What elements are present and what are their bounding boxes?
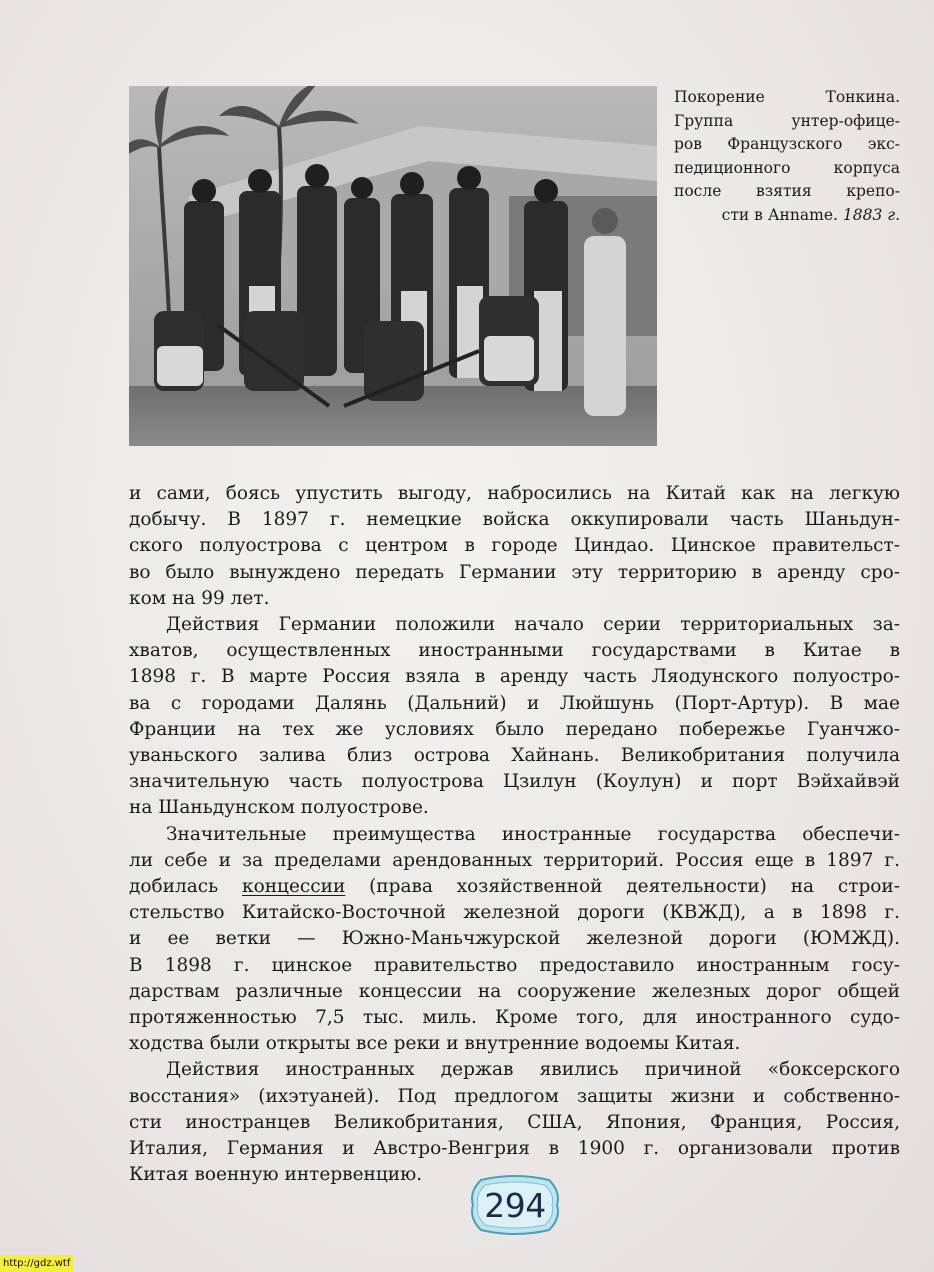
text-line: В 1898 г. цинское правительство предоставило иностранным госу- (129, 954, 900, 976)
text-line: во было вынуждено передать Германии эту территорию в аренду сро- (129, 561, 900, 583)
photo-soldiers-group (129, 86, 657, 446)
text-line: ли себе и за пределами арендованных территорий. Россия еще в 1897 г. (129, 849, 900, 871)
text-segment: добилась (129, 876, 243, 898)
text-line: стельство Китайско-Восточной железной дороги (КВЖД), а в 1898 г. (129, 902, 900, 924)
text-line: Действия Германии положили начало серии территориальных за- (166, 614, 900, 636)
text-line: ва с городами Далянь (Дальний) и Люйшунь (Порт-Артур). В мае (129, 692, 900, 714)
text-line: Действия иностранных держав явились причиной «боксерского (166, 1059, 900, 1081)
caption-line: Группа унтер-офице- (674, 111, 900, 130)
text-line: и сами, боясь упустить выгоду, набросились на Китай как на легкую (129, 483, 900, 504)
text-line: ского полуострова с центром в городе Циндао. Цинское правительст- (129, 535, 900, 557)
caption-line: после взятия крепо- (674, 182, 900, 201)
paragraph-4 (129, 1057, 900, 1188)
watermark-url[interactable]: http://gdz.wtf (0, 1255, 73, 1272)
caption-line: педиционного корпуса (674, 158, 900, 177)
text-line: уваньского залива близ острова Хайнань. Великобритания получила (129, 745, 900, 767)
caption-year: 1883 г. (842, 205, 900, 224)
text-line: восстания» (ихэтуаней). Под предлогом защиты жизни и собственно- (129, 1085, 900, 1107)
text-line: на Шаньдунском полуострове. (129, 797, 429, 819)
text-line: добычу. В 1897 г. немецкие войска оккупировали часть Шаньдун- (129, 509, 900, 531)
caption-line: Покорение Тонкина. (674, 88, 900, 106)
paragraph-2 (129, 612, 900, 822)
caption-line: сти в Анname. (721, 205, 838, 224)
text-line: Китая военную интервенцию. (129, 1164, 423, 1186)
page-number-badge (467, 1174, 563, 1236)
main-text (129, 481, 900, 1188)
text-line: Франции на тех же условиях было передано побережье Гуанчжо- (129, 718, 900, 740)
photo-caption (674, 86, 900, 228)
text-line: ком на 99 лет. (129, 587, 270, 609)
caption-line: ров Французского экс- (674, 135, 900, 154)
text-line: значительную часть полуострова Цзилун (Коулун) и порт Вэйхайвэй (129, 771, 900, 793)
paragraph-3 (129, 822, 900, 1058)
text-line: протяженностью 7,5 тыс. миль. Кроме того, для иностранного судо- (129, 1007, 900, 1029)
text-line: и ее ветки — Южно-Маньчжурской железной дороги (ЮМЖД). (129, 928, 900, 950)
text-line: дарствам различные концессии на сооружение железных дорог общей (129, 980, 900, 1002)
caption-last-line (674, 204, 900, 228)
text-segment: (права хозяйственной деятельности) на строи- (345, 876, 901, 898)
text-line: Значительные преимущества иностранные государства обеспечи- (166, 823, 900, 845)
text-line: Италия, Германия и Австро-Венгрия в 1900 г. организовали против (129, 1138, 900, 1160)
text-line-with-term (129, 874, 900, 900)
historical-photo (129, 86, 657, 446)
text-line: 1898 г. В марте Россия взяла в аренду часть Ляодунского полуостро- (129, 666, 900, 688)
text-line: ходства были открыты все реки и внутренние водоемы Китая. (129, 1033, 741, 1055)
term-underlined: концессии (242, 876, 346, 898)
text-line: хватов, осуществленных иностранными государствами в Китае в (129, 640, 900, 662)
page-number: 294 (484, 1185, 546, 1225)
text-line: сти иностранцев Великобритания, США, Япония, Франция, Россия, (129, 1111, 900, 1133)
paragraph-1 (129, 481, 900, 612)
